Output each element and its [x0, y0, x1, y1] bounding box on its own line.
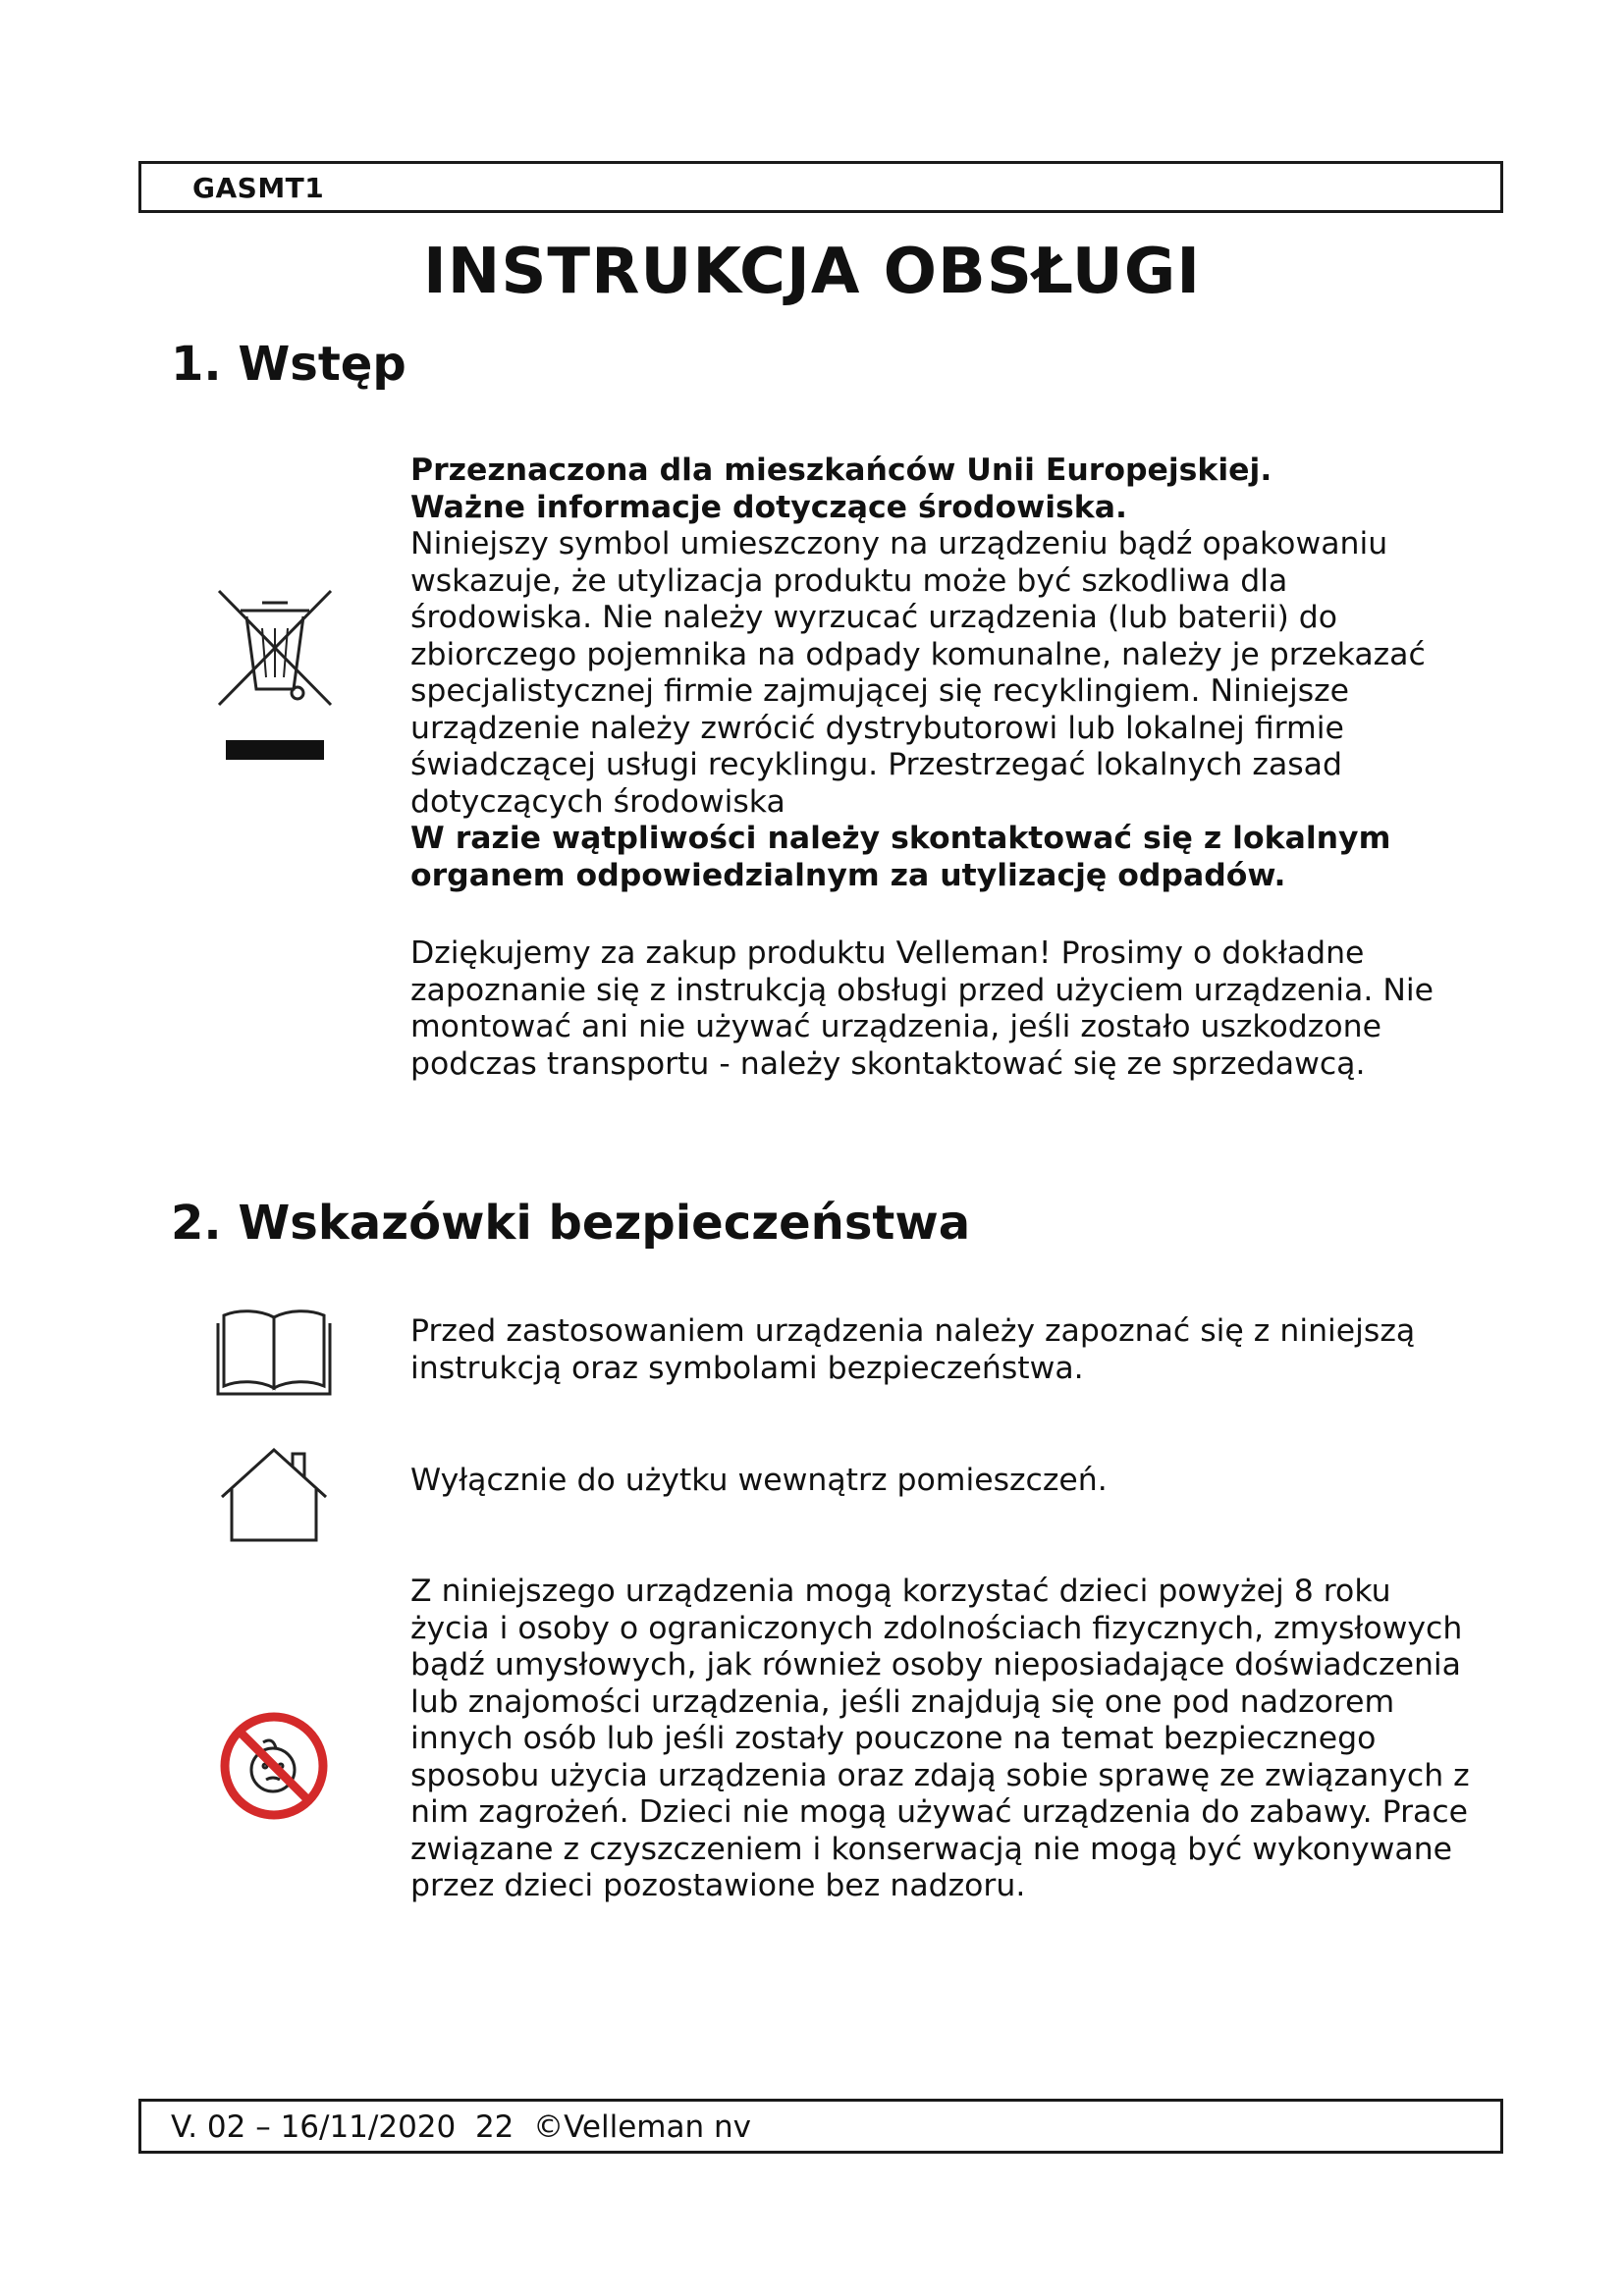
read-manual-text: Przed zastosowaniem urządzenia należy zapoznać się z niniejszą instrukcją oraz symbolami bezpieczeństwa.	[410, 1313, 1416, 1386]
indoor-use-house-icon	[218, 1446, 330, 1544]
thanks-paragraph: Dziękujemy za zakup produktu Velleman! Prosimy o dokładne zapoznanie się z instrukcją obsługi przed użyciem urządzenia. Nie montować ani nie używać urządzenia, jeśli zostało uszkodzone podczas transportu - należy skontaktować się ze sprzedawcą.	[410, 935, 1435, 1082]
header-box	[138, 161, 1503, 213]
page-title: INSTRUKCJA OBSŁUGI	[422, 236, 1202, 308]
indoor-use-text: Wyłącznie do użytku wewnątrz pomieszczeń.	[410, 1463, 1108, 1498]
children-warning-text: Z niniejszego urządzenia mogą korzystać dzieci powyżej 8 roku życia i osoby o ograniczonych zdolnościach fizycznych, zmysłowych bądź umysłowych, jak również osoby nieposiadające doświadczenia lub znajomości urządzenia, jeśli znajdują się one pod nadzorem innych osób lub jeśli zostały pouczone na temat bezpiecznego sposobu użycia urządzenia oraz zdają sobie sprawę ze związanych z nim zagrożeń. Dzieci nie mogą używać urządzenia do zabawy. Prace związane z czyszczeniem i konserwacją nie mogą być wykonywane przez dzieci pozostawione bez nadzoru.	[410, 1574, 1470, 1903]
eu-notice-bold-line1: Przeznaczona dla mieszkańców Unii Europejskiej.	[410, 453, 1272, 488]
section-heading-intro: 1. Wstęp	[171, 337, 406, 392]
footer-box	[138, 2099, 1503, 2154]
model-code: GASMT1	[192, 172, 325, 204]
no-children-prohibition-icon	[219, 1711, 329, 1821]
eu-notice-bold-closing: W razie wątpliwości należy skontaktować się z lokalnym organem odpowiedzialnym za utylizację odpadów.	[410, 821, 1391, 893]
read-manual-book-icon	[216, 1308, 332, 1400]
weee-crossed-bin-icon	[211, 587, 339, 766]
footer-version: V. 02 – 16/11/2020 22 ©Velleman nv	[171, 2109, 751, 2145]
eu-environment-notice	[410, 453, 1471, 894]
eu-notice-bold-line2: Ważne informacje dotyczące środowiska.	[410, 489, 1127, 525]
eu-notice-text: Niniejszy symbol umieszczony na urządzeniu bądź opakowaniu wskazuje, że utylizacja produktu może być szkodliwa dla środowiska. Nie należy wyrzucać urządzenia (lub baterii) do zbiorczego pojemnika na odpady komunalne, należy je przekazać specjalistycznej firmie zajmującej się recyklingiem. Niniejsze urządzenie należy zwrócić dystrybutorowi lub lokalnej firmie świadczącej usługi recyklingu. Przestrzegać lokalnych zasad dotyczących środowiska	[410, 526, 1426, 820]
section-heading-safety: 2. Wskazówki bezpieczeństwa	[171, 1196, 971, 1251]
